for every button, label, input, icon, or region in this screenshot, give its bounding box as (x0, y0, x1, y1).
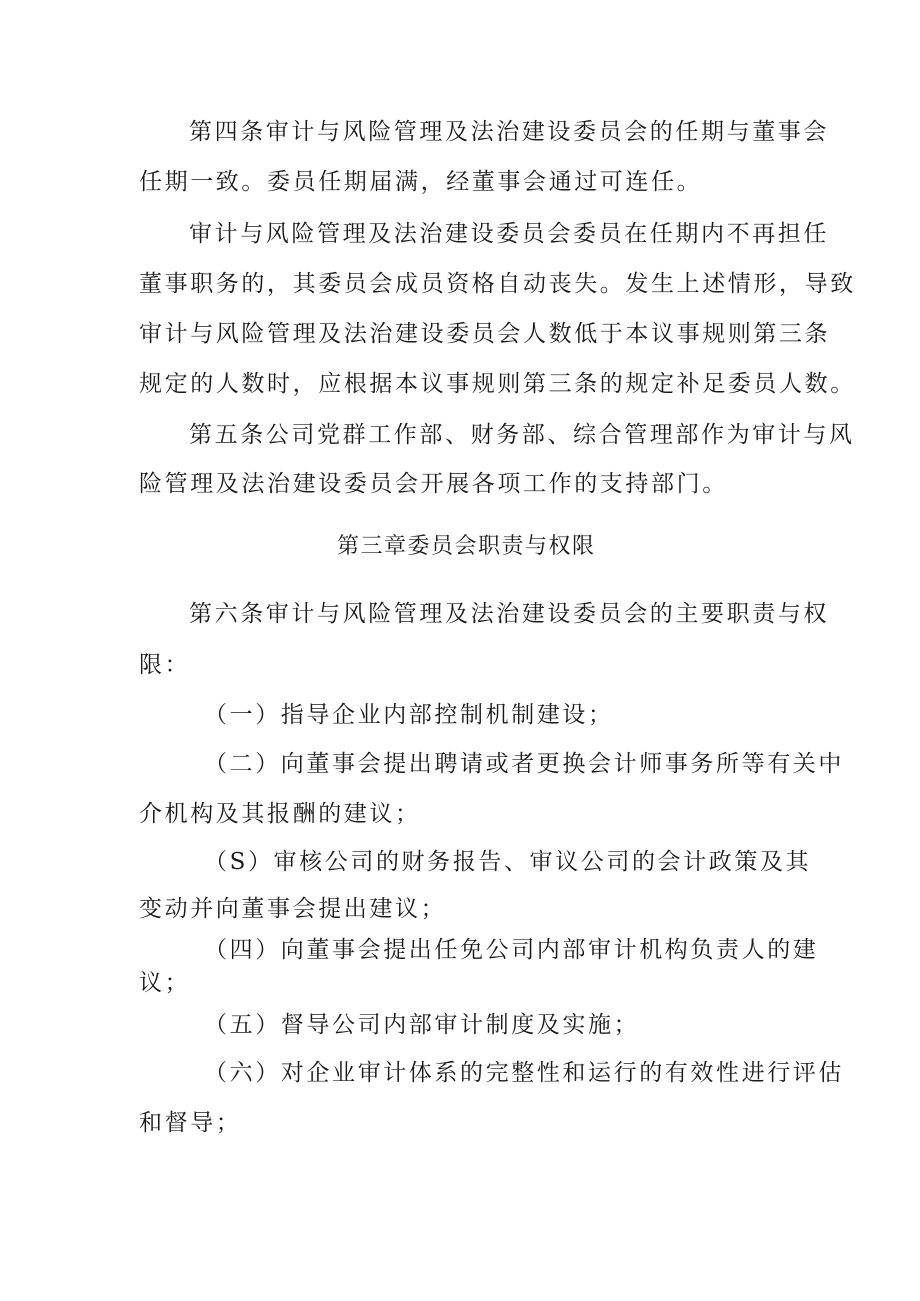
item2-line2: 介机构及其报酬的建议； (139, 801, 421, 827)
item4-line2: 议； (139, 970, 191, 996)
article6-line2: 限： (139, 652, 191, 678)
article4-para2-line3: 审计与风险管理及法治建设委员会人数低于本议事规则第三条 (139, 321, 831, 347)
item3-line2: 变动并向董事会提出建议； (139, 896, 447, 922)
article4-para2-line4: 规定的人数时，应根据本议事规则第三条的规定补足委员人数。 (139, 371, 856, 397)
item5-line1: （五）督导公司内部审计制度及实施； (204, 1012, 640, 1038)
article5-line1: 第五条公司党群工作部、财务部、综合管理部作为审计与风 (189, 422, 855, 448)
item3-line1: （S）审核公司的财务报告、审议公司的会计政策及其 (204, 849, 812, 875)
article4-line2: 任期一致。委员任期届满，经董事会通过可连任。 (139, 169, 703, 195)
article6-line1: 第六条审计与风险管理及法治建设委员会的主要职责与权 (189, 601, 829, 627)
chapter-heading: 第三章委员会职责与权限 (337, 534, 596, 559)
article4-para2-line2: 董事职务的，其委员会成员资格自动丧失。发生上述情形，导致 (139, 271, 856, 297)
item6-line1: （六）对企业审计体系的完整性和运行的有效性进行评估 (204, 1060, 844, 1086)
item4-line1: （四）向董事会提出任免公司内部审计机构负责人的建 (204, 937, 819, 963)
article5-line2: 险管理及法治建设委员会开展各项工作的支持部门。 (139, 471, 728, 497)
article4-line1: 第四条审计与风险管理及法治建设委员会的任期与董事会 (189, 119, 829, 145)
item2-line1: （二）向董事会提出聘请或者更换会计师事务所等有关中 (204, 751, 844, 777)
item1-line1: （一）指导企业内部控制机制建设； (204, 702, 614, 728)
item6-line2: 和督导； (139, 1110, 242, 1136)
article4-para2-line1: 审计与风险管理及法治建设委员会委员在任期内不再担任 (189, 221, 829, 247)
